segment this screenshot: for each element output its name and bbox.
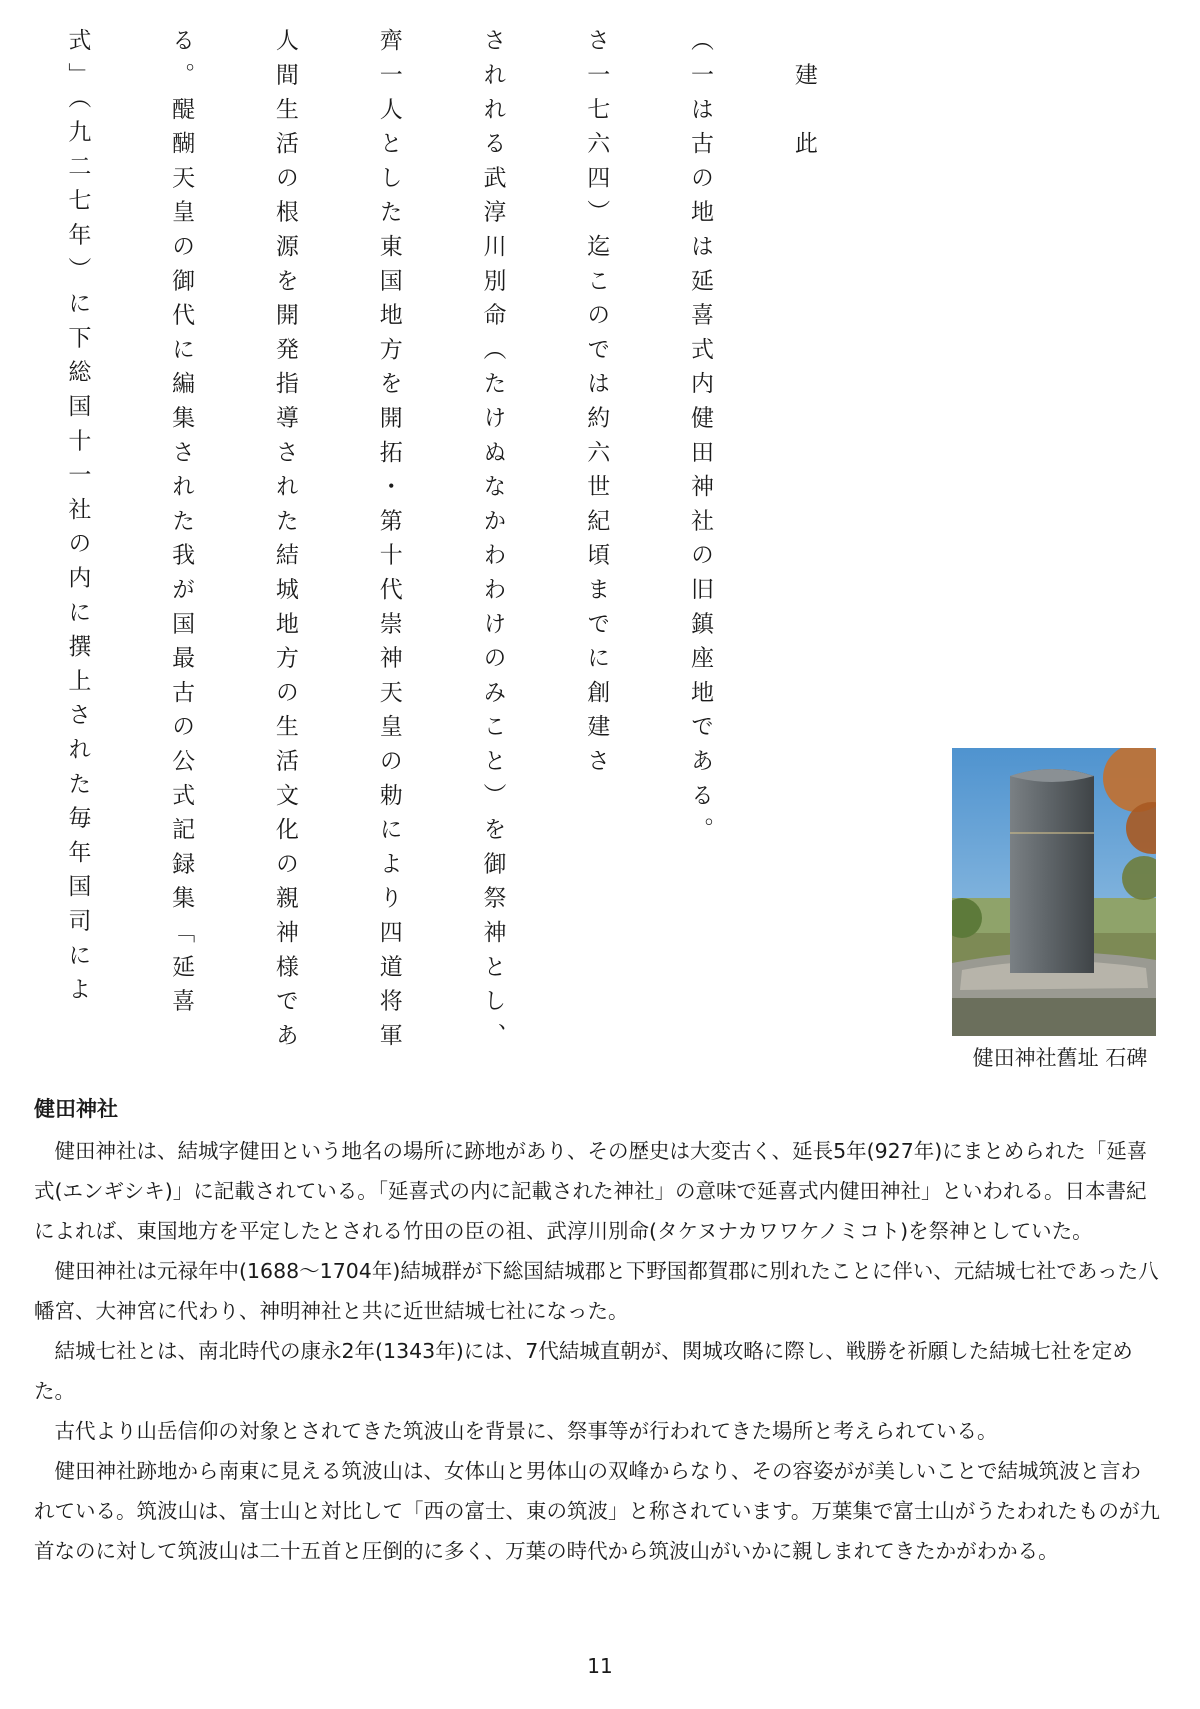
paragraph: 結城七社とは、南北時代の康永2年(1343年)には、7代結城直朝が、関城攻略に際し、戦勝を祈願した結城七社を定めた。 [34, 1339, 1133, 1403]
paragraph: 健田神社は元禄年中(1688～1704年)結城群が下総国結城郡と下野国都賀郡に別れたことに伴い、元結城七社であった八幡宮、大神宮に代わり、神明神社と共に近世結城七社になった。 [34, 1259, 1159, 1323]
inscription-column: 人間生活の根源を開発指導された結城地方の生活文化の親神様であ [271, 28, 298, 1057]
stone-monument-photo [952, 748, 1156, 1036]
photo-caption: 健田神社舊址 石碑 [972, 1046, 1148, 1070]
inscription-column: 式」（九二七年）に下総国十一社の内に撰上された毎年国司によ [64, 28, 91, 1012]
page-number: 11 [587, 1654, 613, 1678]
paragraph: 古代より山岳信仰の対象とされてきた筑波山を背景に、祭事等が行われてきた場所と考えられている。 [54, 1419, 998, 1443]
section-title: 健田神社 [34, 1097, 118, 1121]
inscription-column: されれる武淳川別命（たけぬなかわわけのみこと）を御祭神とし、 [479, 28, 506, 1057]
inscription-column: さ一七六四）迄このでは約六世紀頃までに創建さ [583, 28, 610, 783]
paragraph: 健田神社跡地から南東に見える筑波山は、女体山と男体山の双峰からなり、その容姿がが美しいことで結城筑波と言われている。筑波山は、富士山と対比して「西の富士、東の筑波」と称されています。万葉集で富士山がうたわれたものが九首なのに対して筑波山は二十五首と圧倒的に多く、万葉の時代から筑波山がいかに親しまれてきたかがわかる。 [34, 1459, 1160, 1563]
inscription-column: る。醍醐天皇の御代に編集された我が国最古の公式記録集「延喜 [168, 28, 195, 1023]
inscription-column: 建 此 [790, 28, 817, 166]
inscription-column: 齊一人とした東国地方を開拓・第十代崇神天皇の勅により四道将軍 [375, 28, 402, 1057]
stone-inscription-text [0, 28, 890, 1073]
body-text [34, 1131, 1160, 1571]
paragraph: 健田神社は、結城字健田という地名の場所に跡地があり、その歴史は大変古く、延長5年(927年)にまとめられた「延喜式(エンギシキ)」に記載されている。「延喜式の内に記載された神社」の意味で延喜式内健田神社」といわれる。日本書紀によれば、東国地方を平定したとされる竹田の臣の祖、武淳川別命(タケヌナカワワケノミコト)を祭神としていた。 [34, 1139, 1148, 1243]
inscription-column: （一は古の地は延喜式内健田神社の旧鎮座地である。 [687, 28, 714, 852]
